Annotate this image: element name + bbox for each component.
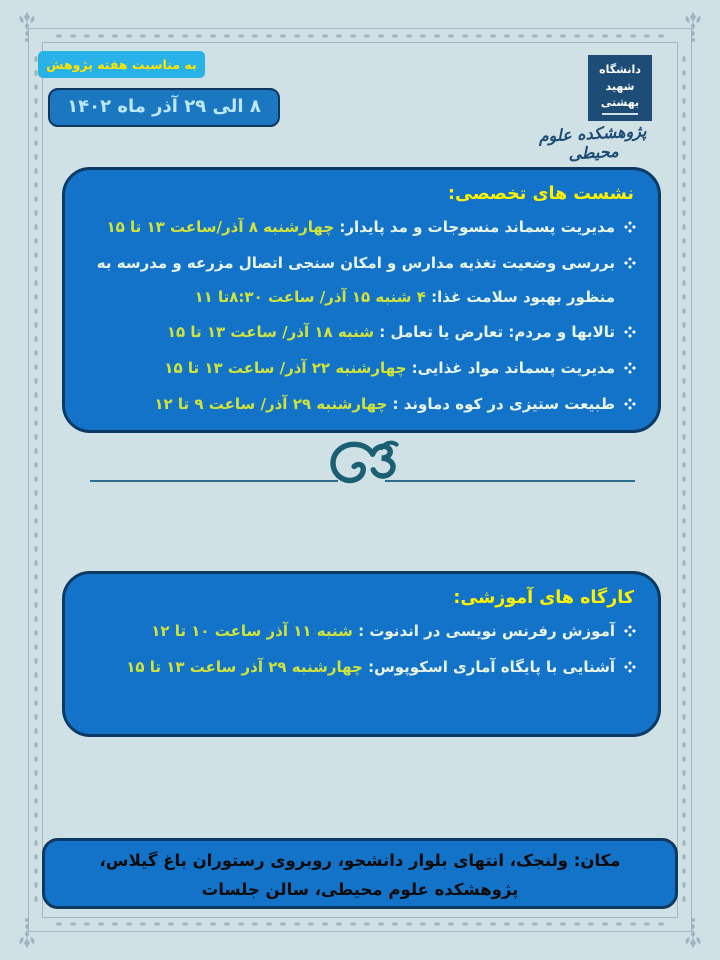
session-item-title: مدیریت پسماند منسوجات و مد پایدار: xyxy=(339,218,615,236)
session-item xyxy=(87,247,636,315)
workshops-panel xyxy=(62,571,661,737)
workshop-item xyxy=(87,651,636,685)
diamond-bullet-icon xyxy=(624,625,636,637)
session-item xyxy=(87,211,636,245)
session-item-time: شنبه ۱۸ آذر/ ساعت ۱۳ تا ۱۵ xyxy=(166,323,374,342)
calligraphy-ornament-icon xyxy=(320,436,402,490)
corner-ornament-icon xyxy=(10,916,44,950)
session-item-title: تالابها و مردم: تعارض یا تعامل : xyxy=(379,323,615,342)
diamond-bullet-icon xyxy=(624,221,636,233)
session-item-time: چهارشنبه ۲۲ آذر/ ساعت ۱۳ تا ۱۵ xyxy=(164,359,407,377)
diamond-bullet-icon xyxy=(624,398,636,410)
divider-line xyxy=(90,480,338,482)
frame-chain-left xyxy=(32,52,40,908)
diamond-bullet-icon xyxy=(624,257,636,269)
session-item xyxy=(87,316,636,350)
frame-chain-right xyxy=(680,52,688,908)
frame-chain-bottom xyxy=(52,920,668,928)
location-text: مکان: ولنجک، انتهای بلوار دانشجو، روبروی رستوران باغ گیلاس، پژوهشکده علوم محیطی، سالن جلسات xyxy=(99,851,621,899)
session-item-title: مدیریت پسماند مواد غذایی: xyxy=(411,359,615,377)
session-item-title: طبیعت ستیزی در کوه دماوند : xyxy=(392,394,615,413)
university-logo-text: دانشگاه شهید بهشتی xyxy=(599,63,641,109)
university-logo xyxy=(588,55,652,121)
sessions-title: نشست های تخصصی: xyxy=(447,184,634,204)
institute-calligraphy: پژوهشکده علوم محیطی xyxy=(538,121,647,164)
workshop-item-title: آموزش رفرنس نویسی در اندنوت : xyxy=(358,622,615,640)
workshop-item-time: چهارشنبه ۲۹ آذر ساعت ۱۳ تا ۱۵ xyxy=(126,657,363,676)
workshop-item-title: آشنایی با پایگاه آماری اسکوپوس: xyxy=(368,657,615,676)
diamond-bullet-icon xyxy=(624,362,636,374)
date-range-badge: ۸ الی ۲۹ آذر ماه ۱۴۰۲ xyxy=(48,88,280,127)
session-item-title: بررسی وضعیت تغذیه مدارس و امکان سنجی اتصال مزرعه و مدرسه به منظور بهبود سلامت غذا: xyxy=(96,253,615,306)
session-item xyxy=(87,388,636,422)
session-item xyxy=(87,352,636,386)
occasion-badge: به مناسبت هفته پژوهش xyxy=(38,51,205,78)
diamond-bullet-icon xyxy=(624,326,636,338)
corner-ornament-icon xyxy=(676,10,710,44)
frame-chain-top xyxy=(52,32,668,40)
diamond-bullet-icon xyxy=(624,661,636,673)
sessions-panel xyxy=(62,167,661,433)
workshop-item-time: شنبه ۱۱ آذر ساعت ۱۰ تا ۱۲ xyxy=(151,622,353,640)
location-box xyxy=(42,838,678,909)
divider-line xyxy=(385,480,635,482)
session-item-time: چهارشنبه ۲۹ آذر/ ساعت ۹ تا ۱۲ xyxy=(154,394,388,413)
session-item-time: ۴ شنبه ۱۵ آذر/ ساعت ۸:۳۰تا ۱۱ xyxy=(194,287,426,306)
corner-ornament-icon xyxy=(10,10,44,44)
workshops-title: کارگاه های آموزشی: xyxy=(453,588,634,608)
session-item-time: چهارشنبه ۸ آذر/ساعت ۱۳ تا ۱۵ xyxy=(106,218,335,236)
corner-ornament-icon xyxy=(676,916,710,950)
workshop-item xyxy=(87,615,636,649)
